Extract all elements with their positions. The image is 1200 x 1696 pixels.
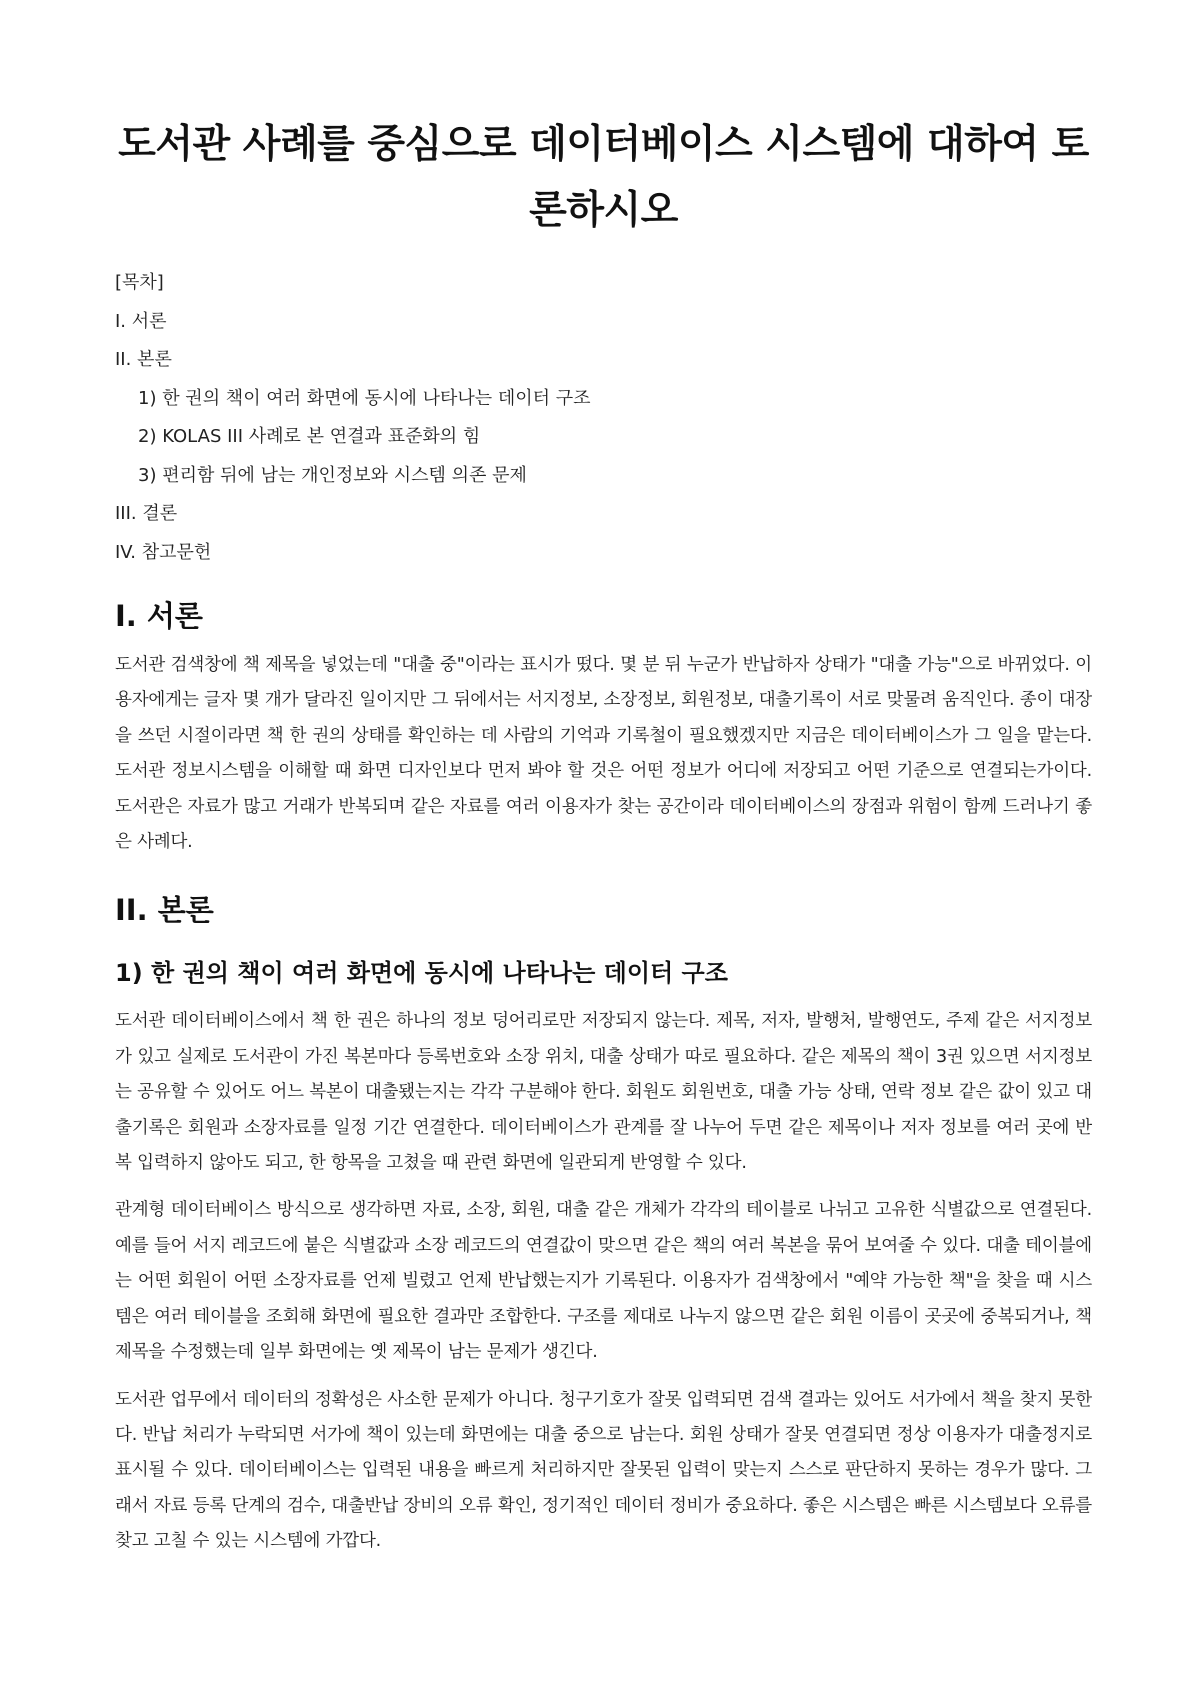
body-paragraph-2: 관계형 데이터베이스 방식으로 생각하면 자료, 소장, 회원, 대출 같은 개체가 각각의 테이블로 나뉘고 고유한 식별값으로 연결된다. 예를 들어 서지 레코드에 붙은 식별값과 소장 레코드의 연결값이 맞으면 같은 책의 여러 복본을 묶어 보여줄 수 있다. 대출 테이블에는 어떤 회원이 어떤 소장자료를 언제 빌렸고 언제 반납했는지가 기록된다. 이용자가 검색창에서 "예약 가능한 책"을 찾을 때 시스템은 여러 테이블을 조회해 화면에 필요한 결과만 조합한다. 구조를 제대로 나누지 않으면 같은 회원 이름이 곳곳에 중복되거나, 책 제목을 수정했는데 일부 화면에는 옛 제목이 남는 문제가 생긴다. [115, 1200, 1092, 1363]
toc-heading: [목차] [115, 272, 164, 293]
toc-item-body-3: 3) 편리함 뒤에 남는 개인정보와 시스템 의존 문제 [138, 464, 527, 486]
body-paragraph-3: 도서관 업무에서 데이터의 정확성은 사소한 문제가 아니다. 청구기호가 잘못 입력되면 검색 결과는 있어도 서가에서 책을 찾지 못한다. 반납 처리가 누락되면 서가에 책이 있는데 화면에는 대출 중으로 남는다. 회원 상태가 잘못 연결되면 정상 이용자가 대출정지로 표시될 수 있다. 데이터베이스는 입력된 내용을 빠르게 처리하지만 잘못된 입력이 맞는지 스스로 판단하지 못하는 경우가 많다. 그래서 자료 등록 단계의 검수, 대출반납 장비의 오류 확인, 정기적인 데이터 정비가 중요하다. 좋은 시스템은 빠른 시스템보다 오류를 찾고 고칠 수 있는 시스템에 가깝다. [115, 1389, 1092, 1552]
section-title-intro: I. 서론 [115, 599, 203, 633]
subsection-title-1: 1) 한 권의 책이 여러 화면에 동시에 나타나는 데이터 구조 [115, 959, 728, 988]
toc-item-body-2: 2) KOLAS III 사례로 본 연결과 표준화의 힘 [138, 426, 481, 447]
body-paragraph-1: 도서관 데이터베이스에서 책 한 권은 하나의 정보 덩어리로만 저장되지 않는다. 제목, 저자, 발행처, 발행연도, 주제 같은 서지정보가 있고 실제로 도서관이 가진 복본마다 등록번호와 소장 위치, 대출 상태가 따로 필요하다. 같은 제목의 책이 3권 있으면 서지정보는 공유할 수 있어도 어느 복본이 대출됐는지는 각각 구분해야 한다. 회원도 회원번호, 대출 가능 상태, 연락 정보 같은 값이 있고 대출기록은 회원과 소장자료를 일정 기간 연결한다. 데이터베이스가 관계를 잘 나누어 두면 같은 제목이나 저자 정보를 여러 곳에 반복 입력하지 않아도 되고, 한 항목을 고쳤을 때 관련 화면에 일관되게 반영할 수 있다. [115, 1011, 1092, 1174]
toc-item-references: IV. 참고문헌 [115, 541, 212, 563]
toc-item-body-1: 1) 한 권의 책이 여러 화면에 동시에 나타나는 데이터 구조 [138, 387, 591, 409]
toc-item-body: II. 본론 [115, 349, 172, 370]
toc-item-conclusion: III. 결론 [115, 503, 178, 524]
table-of-contents [115, 264, 1092, 572]
intro-paragraph: 도서관 검색창에 책 제목을 넣었는데 "대출 중"이라는 표시가 떴다. 몇 분 뒤 누군가 반납하자 상태가 "대출 가능"으로 바뀌었다. 이용자에게는 글자 몇 개가 달라진 일이지만 그 뒤에서는 서지정보, 소장정보, 회원정보, 대출기록이 서로 맞물려 움직인다. 종이 대장을 쓰던 시절이라면 책 한 권의 상태를 확인하는 데 사람의 기억과 기록철이 필요했겠지만 지금은 데이터베이스가 그 일을 맡는다. 도서관 정보시스템을 이해할 때 화면 디자인보다 먼저 봐야 할 것은 어떤 정보가 어디에 저장되고 어떤 기준으로 연결되는가이다. 도서관은 자료가 많고 거래가 반복되며 같은 자료를 여러 이용자가 찾는 공간이라 데이터베이스의 장점과 위험이 함께 드러나기 좋은 사례다. [115, 655, 1092, 853]
document-title: 도서관 사례를 중심으로 데이터베이스 시스템에 대하여 토론하시오 [118, 122, 1089, 233]
toc-item-intro: I. 서론 [115, 310, 167, 332]
section-title-body: II. 본론 [115, 893, 214, 928]
